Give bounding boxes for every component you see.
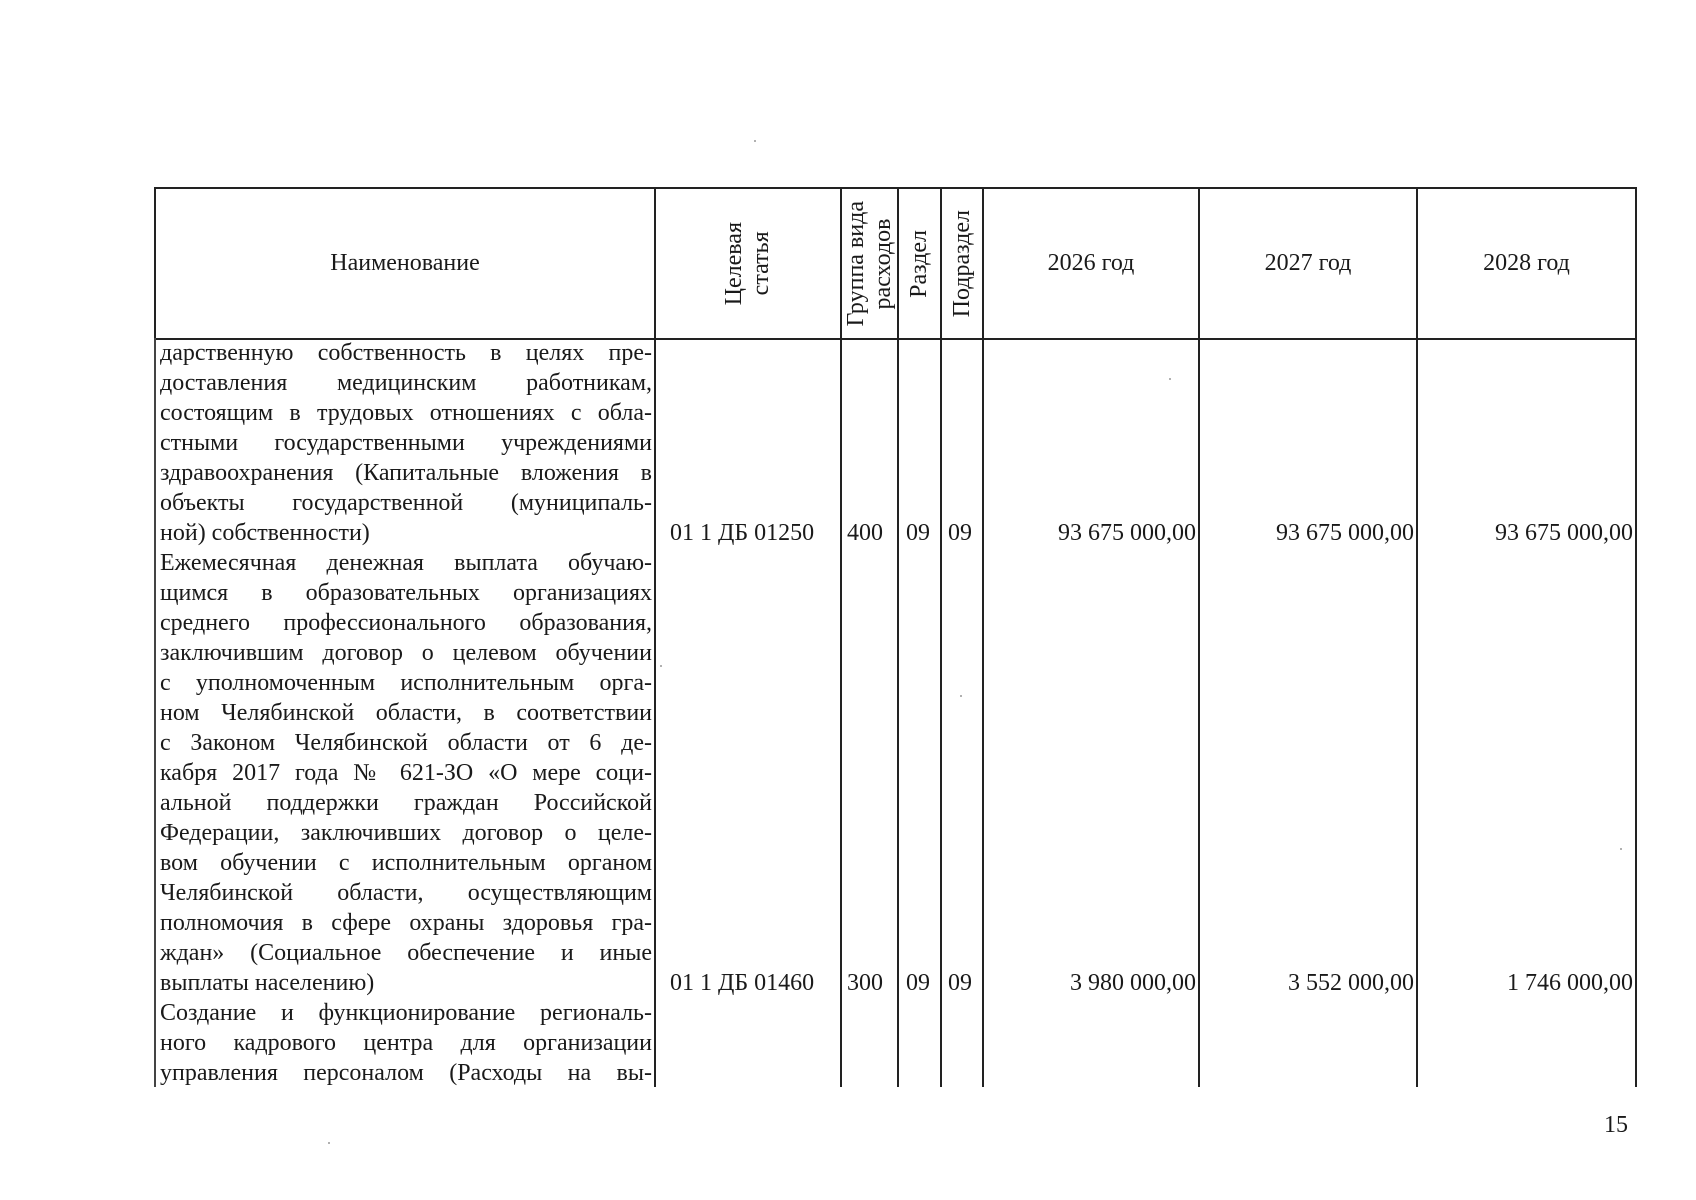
- scan-speck: [1620, 848, 1622, 850]
- row1-section: 09: [906, 520, 930, 546]
- scan-speck: [1169, 378, 1171, 380]
- header-name: [156, 189, 654, 338]
- header-year-2027-label: 2027 год: [1264, 250, 1352, 276]
- name-text-line: состоящим в трудовых отношениях с обла-: [160, 400, 652, 426]
- name-text-line: здравоохранения (Капитальные вложения в: [160, 460, 652, 486]
- name-text-line: Челябинской области, осуществляющим: [160, 880, 652, 906]
- name-text-line: дарственную собственность в целях пре-: [160, 340, 652, 366]
- name-text-line: заключившим договор о целевом обучении: [160, 640, 652, 666]
- header-section-label: Раздел: [906, 229, 932, 298]
- header-expense-group: [842, 189, 897, 338]
- name-text-line: Ежемесячная денежная выплата обучаю-: [160, 550, 652, 576]
- row1-expense-group: 400: [847, 520, 883, 546]
- row1-subsection: 09: [948, 520, 972, 546]
- scan-speck: [960, 695, 962, 697]
- name-text-line: среднего профессионального образования,: [160, 610, 652, 636]
- header-year-2028: [1418, 189, 1635, 338]
- scan-speck: [754, 140, 756, 142]
- header-target-article: [656, 189, 840, 338]
- name-text-line: Федерации, заключивших договор о целе-: [160, 820, 652, 846]
- name-column-text: [160, 338, 652, 1088]
- row2-subsection: 09: [948, 970, 972, 996]
- name-text-line: ждан» (Социальное обеспечение и иные: [160, 940, 652, 966]
- name-text-line: выплаты населению): [160, 970, 375, 996]
- row2-expense-group: 300: [847, 970, 883, 996]
- name-text-line: кабря 2017 года № 621-ЗО «О мере соци-: [160, 760, 652, 786]
- name-text-line: альной поддержки граждан Российской: [160, 790, 652, 816]
- name-text-line: Создание и функционирование региональ-: [160, 1000, 652, 1026]
- name-text-line: с уполномоченным исполнительным орга-: [160, 670, 652, 696]
- row2-year-2026: 3 980 000,00: [1070, 970, 1196, 996]
- name-text-line: ном Челябинской области, в соответствии: [160, 700, 652, 726]
- name-text-line: стными государственными учреждениями: [160, 430, 652, 456]
- header-year-2028-label: 2028 год: [1483, 250, 1570, 276]
- name-text-line: вом обучении с исполнительным органом: [160, 850, 652, 876]
- name-text-line: объекты государственной (муниципаль-: [160, 490, 652, 516]
- name-text-line: ного кадрового центра для организации: [160, 1030, 652, 1056]
- name-text-line: управления персоналом (Расходы на вы-: [160, 1060, 652, 1086]
- row2-target-article: 01 1 ДБ 01460: [670, 970, 815, 996]
- header-name-label: Наименование: [330, 250, 480, 276]
- header-year-2026-label: 2026 год: [1047, 250, 1135, 276]
- row1-year-2026: 93 675 000,00: [1058, 520, 1196, 546]
- row1-year-2027: 93 675 000,00: [1276, 520, 1414, 546]
- header-section: [899, 189, 940, 338]
- header-year-2027: [1200, 189, 1416, 338]
- scan-speck: [660, 665, 662, 667]
- row2-year-2028: 1 746 000,00: [1507, 970, 1633, 996]
- header-subsection: [942, 189, 982, 338]
- scan-speck: [328, 1142, 330, 1144]
- page-number: 15: [1604, 1112, 1628, 1138]
- name-text-line: с Законом Челябинской области от 6 де-: [160, 730, 652, 756]
- header-year-2026: [984, 189, 1198, 338]
- header-expense-group-label: Группа вида расходов: [842, 200, 896, 327]
- header-target-article-label: Целевая статья: [721, 221, 774, 306]
- name-text-line: ной) собственности): [160, 520, 370, 546]
- row2-year-2027: 3 552 000,00: [1288, 970, 1414, 996]
- name-text-line: доставления медицинским работникам,: [160, 370, 652, 396]
- name-text-line: полномочия в сфере охраны здоровья гра-: [160, 910, 652, 936]
- row1-target-article: 01 1 ДБ 01250: [670, 520, 815, 546]
- row1-year-2028: 93 675 000,00: [1495, 520, 1633, 546]
- header-subsection-label: Подраздел: [948, 209, 975, 318]
- name-text-line: щимся в образовательных организациях: [160, 580, 652, 606]
- row2-section: 09: [906, 970, 930, 996]
